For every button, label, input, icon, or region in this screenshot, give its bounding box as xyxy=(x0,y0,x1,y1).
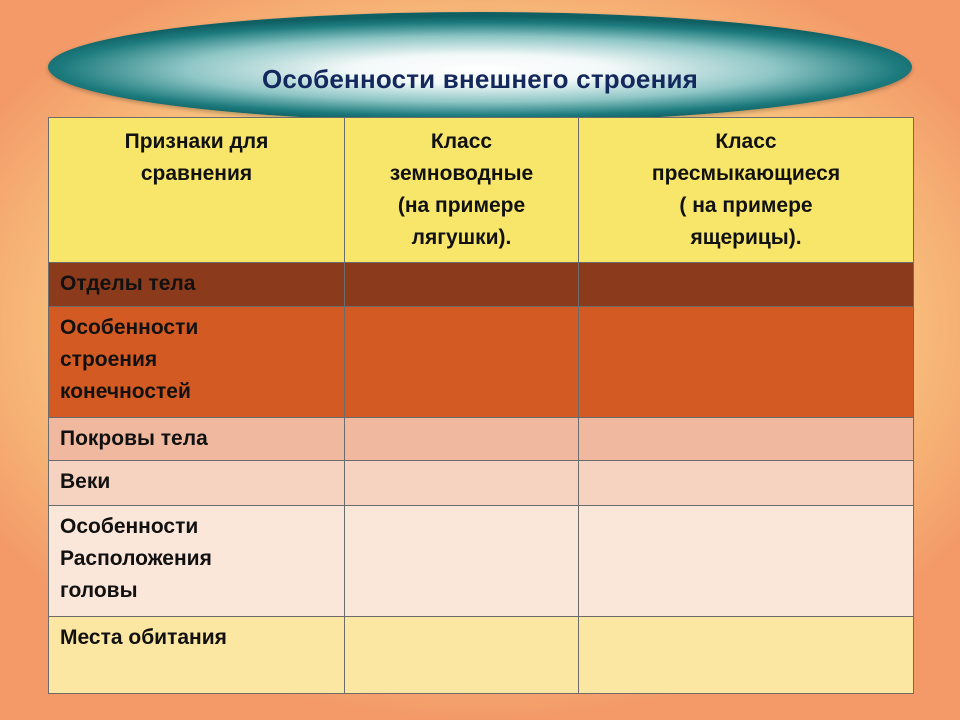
cell-reptiles xyxy=(579,263,914,307)
header-criteria: Признаки для сравнения xyxy=(49,118,345,263)
cell-amphibians xyxy=(345,461,579,506)
page-title: Особенности внешнего строения xyxy=(261,64,699,94)
cell-reptiles xyxy=(579,418,914,461)
table-row xyxy=(49,617,914,694)
cell-reptiles xyxy=(579,461,914,506)
table-row xyxy=(49,307,914,418)
row-label: Особенности Расположения головы xyxy=(49,506,345,617)
table-row xyxy=(49,506,914,617)
title-banner xyxy=(48,12,912,122)
row-label: Отделы тела xyxy=(49,263,345,307)
cell-reptiles xyxy=(579,617,914,694)
cell-reptiles xyxy=(579,307,914,418)
cell-amphibians xyxy=(345,418,579,461)
table-row xyxy=(49,418,914,461)
table-header-row xyxy=(49,118,914,263)
header-amphibians: Класс земноводные (на примере лягушки). xyxy=(345,118,579,263)
cell-amphibians xyxy=(345,506,579,617)
header-reptiles: Класс пресмыкающиеся ( на примере ящерицы). xyxy=(579,118,914,263)
table-row xyxy=(49,263,914,307)
cell-amphibians xyxy=(345,307,579,418)
table-row xyxy=(49,461,914,506)
cell-reptiles xyxy=(579,506,914,617)
row-label: Места обитания xyxy=(49,617,345,694)
row-label: Веки xyxy=(49,461,345,506)
row-label: Покровы тела xyxy=(49,418,345,461)
row-label: Особенности строения конечностей xyxy=(49,307,345,418)
cell-amphibians xyxy=(345,617,579,694)
cell-amphibians xyxy=(345,263,579,307)
comparison-table xyxy=(48,117,914,694)
